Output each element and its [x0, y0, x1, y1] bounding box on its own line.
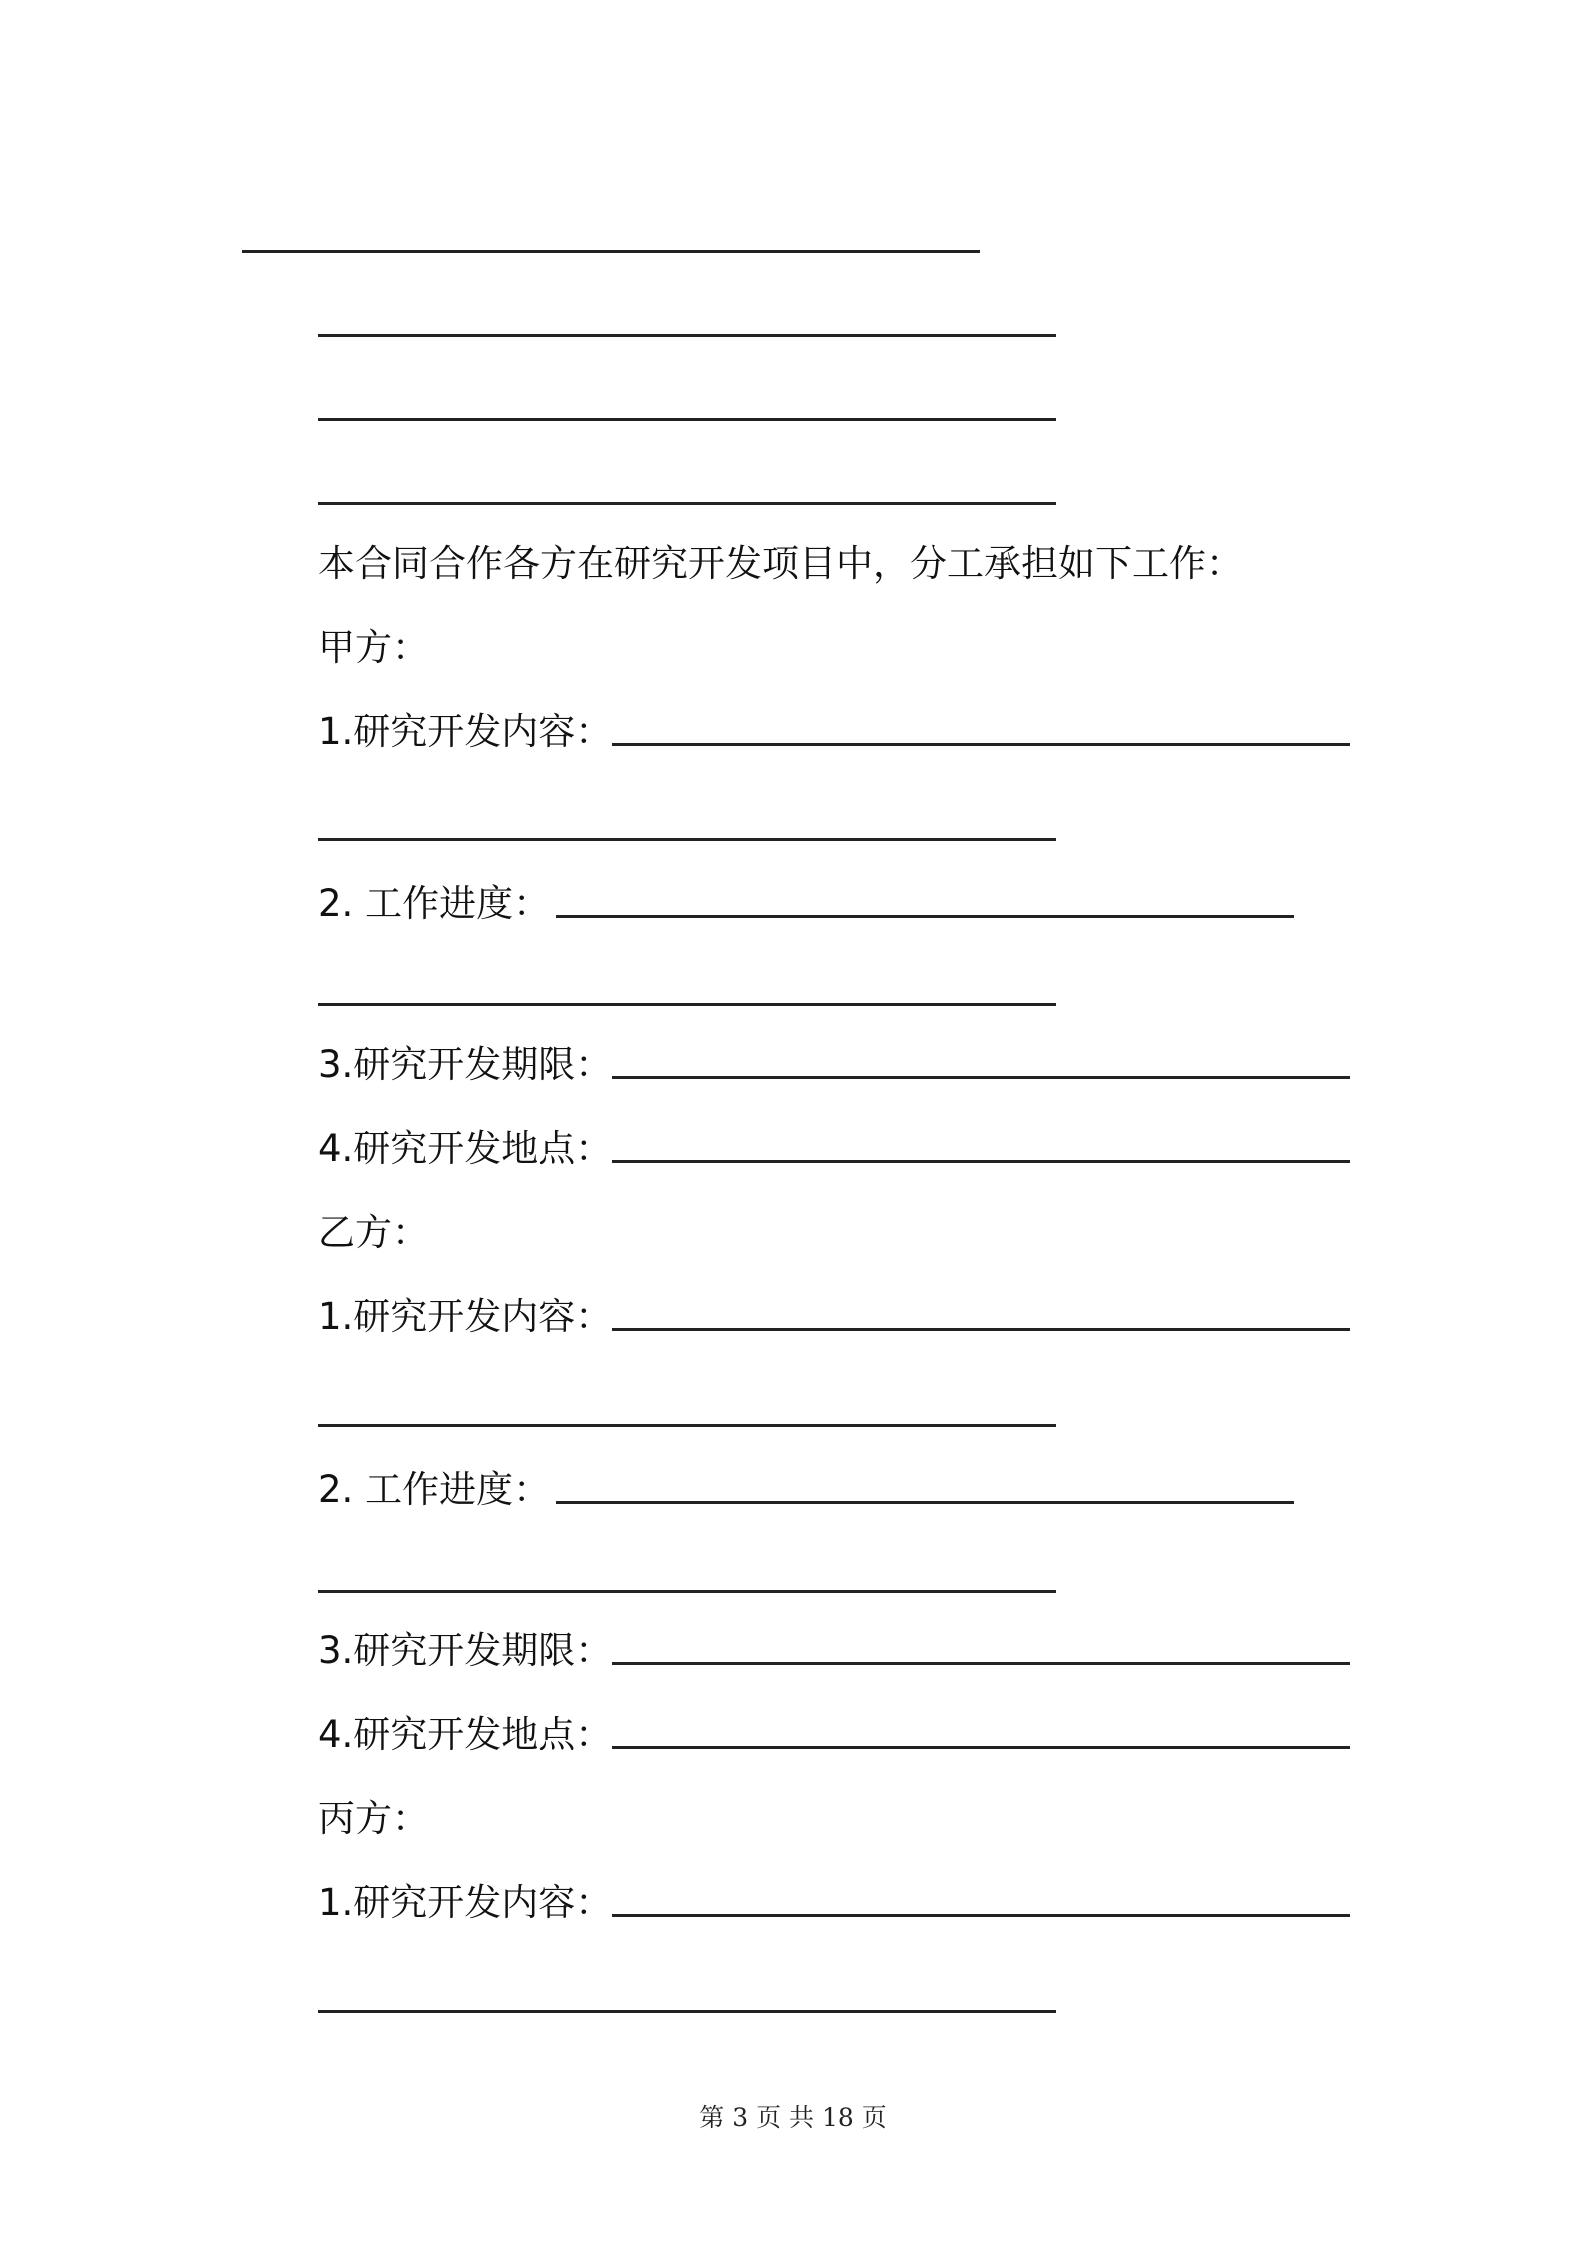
item-label: 3.研究开发期限： [318, 1043, 613, 1086]
party-b-name: 乙方： [318, 1211, 429, 1254]
blank-line [318, 418, 1056, 421]
party-heading [318, 620, 429, 676]
fill-in-line [556, 915, 1294, 918]
item-label: 1.研究开发内容： [318, 1295, 613, 1338]
intro-paragraph [318, 536, 1243, 592]
blank-line [318, 1590, 1056, 1593]
page-number-footer: 第 3 页 共 18 页 [699, 2103, 887, 2132]
item-label: 4.研究开发地点： [318, 1127, 613, 1170]
fill-in-line [612, 743, 1350, 746]
item-label: 2. 工作进度： [318, 882, 551, 925]
blank-line [318, 2010, 1056, 2013]
item-label: 3.研究开发期限： [318, 1629, 613, 1672]
party-a-item-content [318, 704, 1350, 760]
item-label: 1.研究开发内容： [318, 710, 613, 753]
fill-in-line [556, 1501, 1294, 1504]
party-a-item-period [318, 1037, 1350, 1093]
party-c-item-content [318, 1875, 1350, 1931]
party-b-item-period [318, 1623, 1350, 1679]
party-b-item-location [318, 1707, 1350, 1763]
party-a-item-progress [318, 876, 1294, 932]
fill-in-line [612, 1160, 1350, 1163]
party-a-name: 甲方： [318, 626, 429, 669]
party-b-item-progress [318, 1462, 1294, 1518]
item-label: 2. 工作进度： [318, 1468, 551, 1511]
fill-in-line [612, 1662, 1350, 1665]
party-b-item-content [318, 1289, 1350, 1345]
party-c-name: 丙方： [318, 1797, 429, 1840]
party-heading [318, 1791, 429, 1847]
blank-line [318, 502, 1056, 505]
fill-in-line [612, 1746, 1350, 1749]
intro-text: 本合同合作各方在研究开发项目中，分工承担如下工作： [318, 542, 1243, 585]
party-a-item-location [318, 1121, 1350, 1177]
item-label: 4.研究开发地点： [318, 1713, 613, 1756]
blank-line [318, 1424, 1056, 1427]
blank-line [242, 250, 980, 253]
blank-line [318, 334, 1056, 337]
blank-line [318, 838, 1056, 841]
fill-in-line [612, 1076, 1350, 1079]
fill-in-line [612, 1914, 1350, 1917]
blank-line [318, 1003, 1056, 1006]
fill-in-line [612, 1328, 1350, 1331]
party-heading [318, 1205, 429, 1261]
item-label: 1.研究开发内容： [318, 1881, 613, 1924]
